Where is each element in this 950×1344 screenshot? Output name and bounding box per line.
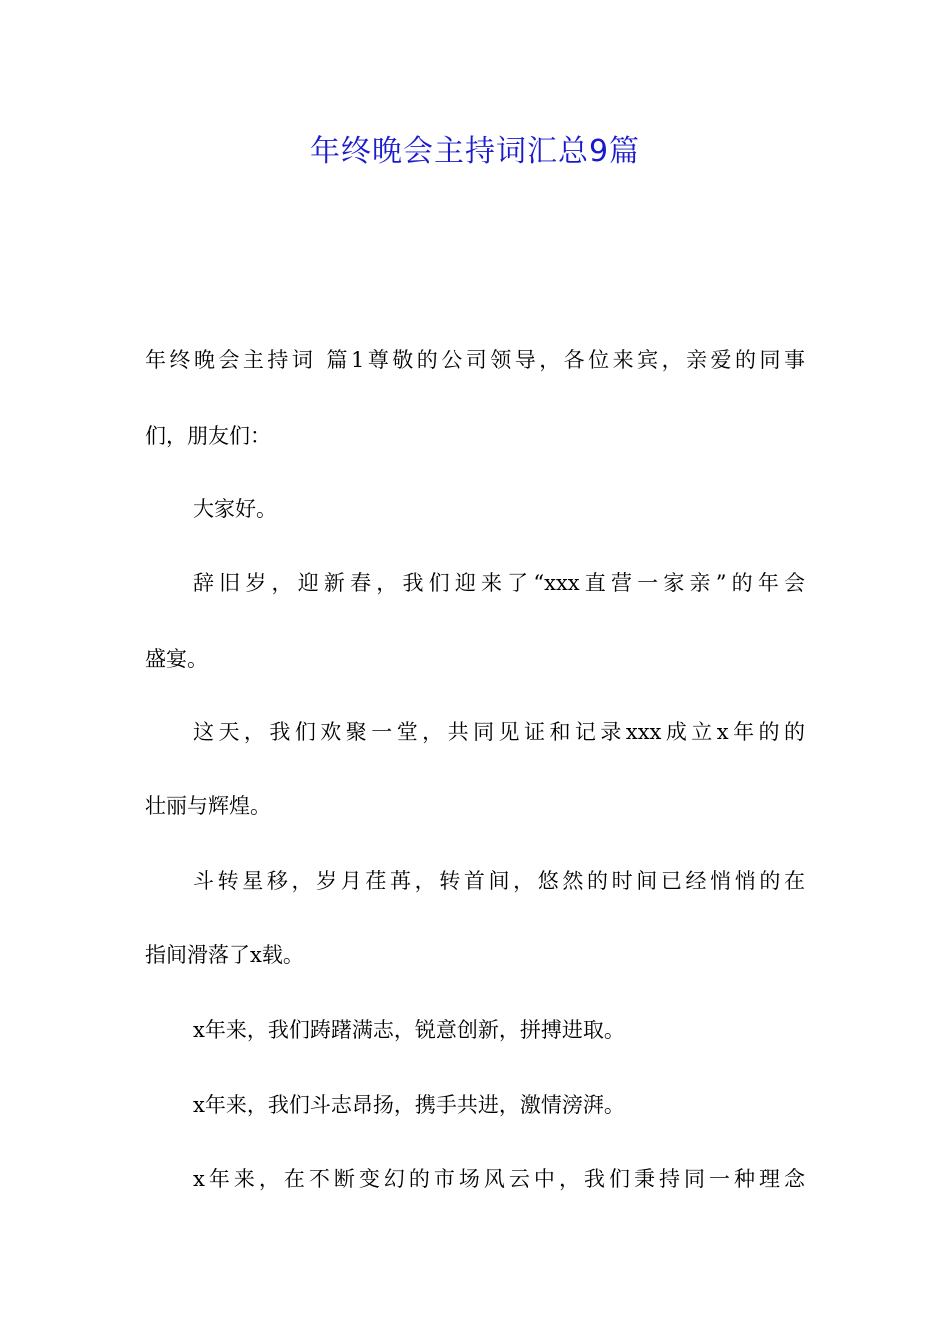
- document-title: 年终晚会主持词汇总9篇: [309, 134, 641, 169]
- paragraph-line: x年来，在不断变幻的市场风云中，我们秉持同一种理念: [193, 1167, 805, 1191]
- paragraph-line: 指间滑落了x载。: [145, 943, 304, 967]
- paragraph-line: x年来，我们斗志昂扬，携手共进，激情滂湃。: [193, 1093, 625, 1117]
- paragraph-line: 壮丽与辉煌。: [145, 794, 271, 818]
- paragraph-line: x年来，我们踌躇满志，锐意创新，拼搏进取。: [193, 1018, 625, 1042]
- paragraph-line: 这天，我们欢聚一堂，共同见证和记录xxx成立x年的的: [193, 720, 805, 744]
- paragraph-line: 盛宴。: [145, 647, 208, 671]
- paragraph-line: 年终晚会主持词 篇1尊敬的公司领导，各位来宾，亲爱的同事: [145, 348, 805, 372]
- paragraph-line: 大家好。: [193, 497, 277, 521]
- paragraph-line: 辞旧岁，迎新春，我们迎来了“xxx直营一家亲”的年会: [193, 571, 805, 595]
- paragraph-line: 们，朋友们：: [145, 424, 271, 448]
- paragraph-line: 斗转星移，岁月荏苒，转首间，悠然的时间已经悄悄的在: [193, 869, 805, 893]
